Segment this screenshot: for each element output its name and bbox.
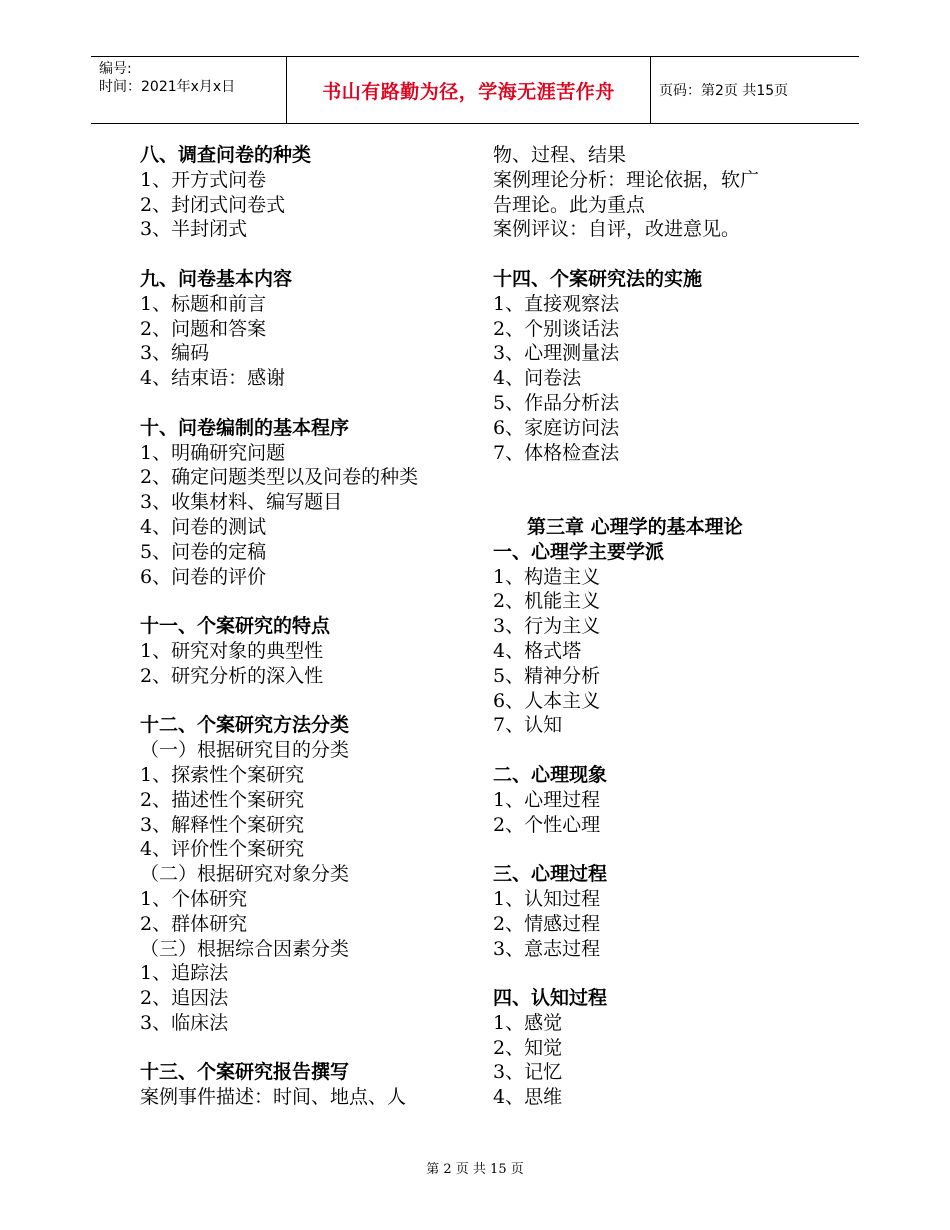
section-heading: 一、心理学主要学派 <box>493 540 665 563</box>
list-item: （一）根据研究目的分类 <box>140 739 350 762</box>
section-heading: 三、心理过程 <box>493 863 608 886</box>
list-item: 7、认知 <box>493 714 563 737</box>
spacer <box>493 490 833 515</box>
header-meta <box>99 60 235 96</box>
list-item: 2、个性心理 <box>493 813 601 836</box>
list-item: 2、个别谈话法 <box>493 317 620 340</box>
list-item: （二）根据研究对象分类 <box>140 863 350 886</box>
list-item: 3、解释性个案研究 <box>140 813 305 836</box>
chapter-title: 第三章 心理学的基本理论 <box>527 515 743 538</box>
section-heading: 十二、个案研究方法分类 <box>140 714 350 737</box>
list-item: 1、个体研究 <box>140 887 248 910</box>
spacer <box>493 738 833 763</box>
list-item: 2、问题和答案 <box>140 317 267 340</box>
list-item: 4、问卷法 <box>493 367 582 390</box>
list-item: 3、意志过程 <box>493 937 601 960</box>
list-item: 3、收集材料、编写题目 <box>140 491 343 514</box>
list-item: 告理论。此为重点 <box>493 193 646 216</box>
list-item: 2、描述性个案研究 <box>140 788 305 811</box>
section-heading: 十三、个案研究报告撰写 <box>140 1061 350 1084</box>
spacer <box>140 391 480 416</box>
list-item: 6、人本主义 <box>493 689 601 712</box>
list-item: 2、群体研究 <box>140 912 248 935</box>
list-item: 1、追踪法 <box>140 962 229 985</box>
header-divider <box>650 57 651 123</box>
list-item: 2、研究分析的深入性 <box>140 664 324 687</box>
list-item: 4、评价性个案研究 <box>140 838 305 861</box>
list-item: （三）根据综合因素分类 <box>140 937 350 960</box>
list-item: 4、问卷的测试 <box>140 515 267 538</box>
list-item: 3、半封闭式 <box>140 218 248 241</box>
header-page-info: 页码：第2页 共15页 <box>659 83 789 99</box>
list-item: 3、临床法 <box>140 1011 229 1034</box>
list-item: 6、家庭访问法 <box>493 416 620 439</box>
list-item: 1、明确研究问题 <box>140 441 286 464</box>
list-item: 3、记忆 <box>493 1061 563 1084</box>
header-motto: 书山有路勤为径，学海无涯苦作舟 <box>322 80 615 103</box>
spacer <box>493 837 833 862</box>
list-item: 1、标题和前言 <box>140 292 267 315</box>
list-item: 7、体格检查法 <box>493 441 620 464</box>
list-item: 6、问卷的评价 <box>140 565 267 588</box>
list-item: 4、思维 <box>493 1086 563 1109</box>
list-item: 1、心理过程 <box>493 788 601 811</box>
list-item: 1、构造主义 <box>493 565 601 588</box>
spacer <box>140 689 480 714</box>
list-item: 1、认知过程 <box>493 887 601 910</box>
list-item: 2、确定问题类型以及问卷的种类 <box>140 466 419 489</box>
section-heading: 十四、个案研究法的实施 <box>493 267 703 290</box>
list-item: 3、编码 <box>140 342 210 365</box>
section-heading: 八、调查问卷的种类 <box>140 144 312 166</box>
list-item: 1、感觉 <box>493 1011 563 1034</box>
spacer <box>140 242 480 267</box>
section-heading: 四、认知过程 <box>493 987 608 1010</box>
list-item: 2、机能主义 <box>493 590 601 613</box>
section-heading: 九、问卷基本内容 <box>140 267 293 290</box>
spacer <box>493 961 833 986</box>
list-item: 2、追因法 <box>140 987 229 1010</box>
spacer <box>493 242 833 267</box>
spacer <box>140 589 480 614</box>
list-item: 1、研究对象的典型性 <box>140 639 324 662</box>
list-item: 4、格式塔 <box>493 639 582 662</box>
list-item: 物、过程、结果 <box>493 144 627 166</box>
list-item: 5、作品分析法 <box>493 391 620 414</box>
list-item: 案例事件描述：时间、地点、人 <box>140 1086 407 1109</box>
list-item: 案例理论分析：理论依据，软广 <box>493 168 760 191</box>
left-column <box>140 143 480 1110</box>
list-item: 2、情感过程 <box>493 912 601 935</box>
list-item: 5、精神分析 <box>493 664 601 687</box>
list-item: 案例评议：自评，改进意见。 <box>493 218 741 241</box>
section-heading: 十、问卷编制的基本程序 <box>140 416 350 439</box>
list-item: 5、问卷的定稿 <box>140 540 267 563</box>
list-item: 3、心理测量法 <box>493 342 620 365</box>
list-item: 2、封闭式问卷式 <box>140 193 286 216</box>
spacer <box>493 465 833 490</box>
spacer <box>140 1036 480 1061</box>
section-heading: 十一、个案研究的特点 <box>140 615 331 638</box>
header-time: 时间：2021年x月x日 <box>99 79 236 95</box>
header-number: 编号: <box>99 61 132 77</box>
list-item: 3、行为主义 <box>493 615 601 638</box>
list-item: 4、结束语：感谢 <box>140 367 286 390</box>
list-item: 1、开方式问卷 <box>140 168 267 191</box>
page-footer: 第 2 页 共 15 页 <box>426 1162 524 1177</box>
right-column <box>493 143 833 1110</box>
section-heading: 二、心理现象 <box>493 763 608 786</box>
list-item: 2、知觉 <box>493 1036 563 1059</box>
list-item: 1、直接观察法 <box>493 292 620 315</box>
list-item: 1、探索性个案研究 <box>140 763 305 786</box>
page-header <box>91 56 859 124</box>
